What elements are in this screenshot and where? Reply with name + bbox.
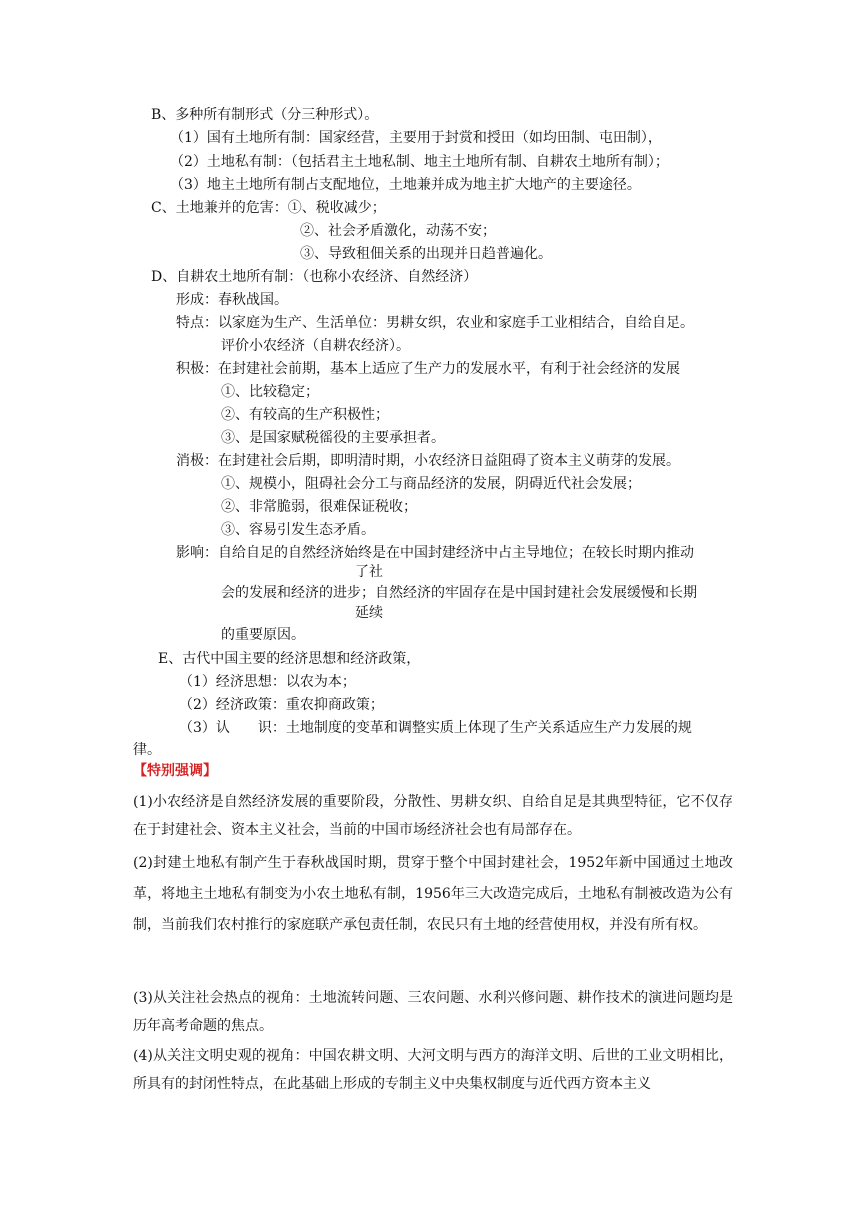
emphasis-paragraph-4: (4)从关注文明史观的视角：中国农耕文明、大河文明与西方的海洋文明、后世的工业文明相比，所具有的封闭性特点，在此基础上形成的专制主义中央集权制度与近代西方资本主义 <box>133 1048 733 1092</box>
section-d-evaluation: 评价小农经济（自耕农经济）。 <box>221 338 410 354</box>
section-d-features: 特点：以家庭为生产、生活单位：男耕女织，农业和家庭手工业相结合，自给自足。 <box>176 315 694 331</box>
section-d-negative-1: ①、规模小，阻碍社会分工与商品经济的发展，阴碍近代社会发展； <box>221 476 641 492</box>
section-e-item-1: （1）经济思想：以农为本； <box>179 674 356 690</box>
emphasis-title: 【特别强调】 <box>133 763 217 779</box>
section-e-item-2: （2）经济政策：重农抑商政策； <box>179 697 384 713</box>
section-d-positive-heading: 积极：在封建社会前期，基本上适应了生产力的发展水平，有利于社会经济的发展 <box>176 361 680 377</box>
section-c-item-2: ②、社会矛盾激化，动荡不安； <box>300 223 496 239</box>
section-c-item-3: ③、导致租佃关系的出现并日趋普遍化。 <box>300 246 552 262</box>
section-d-negative-2: ②、非常脆弱，很难保证税收； <box>221 499 417 515</box>
section-e-heading: E、古代中国主要的经济思想和经济政策， <box>158 651 421 667</box>
section-d-influence-line-1: 影响：自给自足的自然经济始终是在中国封建经济中占主导地位；在较长时期内推动 <box>176 545 694 561</box>
section-e-item-3: （3）认 识：土地制度的变革和调整实质上体现了生产关系适应生产力发展的规 <box>179 720 692 736</box>
section-d-formation: 形成：春秋战国。 <box>176 292 288 308</box>
section-b-item-2: （2）土地私有制：（包括君主土地私制、地主土地所有制、自耕农土地所有制）； <box>170 154 669 170</box>
section-d-influence-wrap-1: 了社 <box>355 564 383 580</box>
section-d-negative-heading: 消极：在封建社会后期，即明清时期，小农经济日益阻碍了资本主义萌芽的发展。 <box>176 453 680 469</box>
emphasis-paragraph-3: (3)从关注社会热点的视角：土地流转问题、三农问题、水利兴修问题、耕作技术的演进问题均是历年高考命题的焦点。 <box>133 990 733 1034</box>
section-d-positive-2: ②、有较高的生产积极性； <box>221 407 389 423</box>
section-b-heading: B、多种所有制形式（分三种形式）。 <box>151 107 379 123</box>
section-d-positive-1: ①、比较稳定； <box>221 384 319 400</box>
emphasis-paragraph-2: (2)封建土地私有制产生于春秋战国时期，贯穿于整个中国封建社会，1952年新中国通过土地改革，将地主土地私有制变为小农土地私有制，1956年三大改造完成后，土地私有制被改造为公有制，当前我们农村推行的家庭联产承包责任制，农民只有土地的经营使用权，并没有所有权。 <box>133 855 733 933</box>
section-b-item-1: （1）国有土地所有制：国家经营，主要用于封赏和授田（如均田制、屯田制）， <box>170 130 662 146</box>
section-d-influence-line-3: 的重要原因。 <box>221 627 305 643</box>
section-c-heading: C、土地兼并的危害：①、税收减少； <box>151 200 386 216</box>
section-d-positive-3: ③、是国家赋税徭役的主要承担者。 <box>221 430 445 446</box>
section-d-negative-3: ③、容易引发生态矛盾。 <box>221 522 375 538</box>
section-d-influence-wrap-2: 延续 <box>355 605 383 621</box>
section-e-item-3-wrap: 律。 <box>133 742 161 758</box>
emphasis-paragraph-1: (1)小农经济是自然经济发展的重要阶段，分散性、男耕女织、自给自足是其典型特征，它不仅存在于封建社会、资本主义社会，当前的中国市场经济社会也有局部存在。 <box>133 794 733 838</box>
section-d-influence-line-2: 会的发展和经济的进步；自然经济的牢固存在是中国封建社会发展缓慢和长期 <box>221 585 697 601</box>
section-b-item-3: （3）地主土地所有制占支配地位，土地兼并成为地主扩大地产的主要途径。 <box>170 177 641 193</box>
section-d-heading: D、自耕农土地所有制：（也称小农经济、自然经济） <box>151 269 478 285</box>
